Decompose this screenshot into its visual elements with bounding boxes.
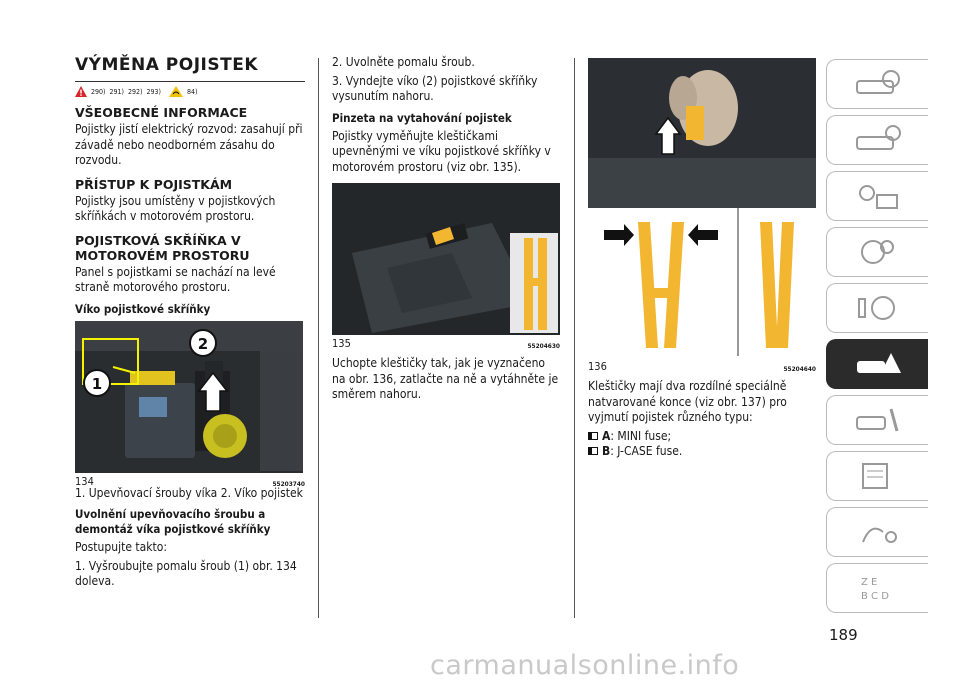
figure-code: 55204640: [783, 365, 816, 373]
warning-ref[interactable]: 84): [186, 87, 198, 96]
car-breakdown-icon: [853, 349, 903, 379]
tab-multimedia[interactable]: [826, 507, 928, 557]
figure-136-photo: [588, 58, 816, 208]
figure-135-caption: [332, 337, 560, 350]
paragraph-step-2: 2. Uvolněte pomalu šroub.: [332, 55, 475, 69]
figure-number: 136: [588, 360, 607, 373]
paragraph-proceed: Postupujte takto:: [75, 540, 167, 554]
callout-2: 2: [197, 334, 209, 353]
paragraph-grab: Uchopte kleštičky tak, jak je vyznačeno na obr. 136, zatlačte na ně a vytáhněte je směrem nahoru.: [332, 356, 559, 401]
svg-text:B C D: B C D: [860, 591, 889, 602]
column-divider: [574, 58, 575, 618]
tab-lights[interactable]: [826, 171, 928, 221]
car-tools-icon: [853, 405, 903, 435]
list-text: : MINI fuse;: [610, 428, 672, 443]
svg-text:Z E: Z E: [860, 577, 877, 588]
paragraph-access: Pojistky jsou umístěny v pojistkových skříňkách v motorovém prostoru.: [75, 193, 276, 223]
subheading-release: Uvolnění upevňovacího šroubu a demontáž víka pojistkové skříňky: [75, 507, 271, 536]
paragraph-ends: Kleštičky mají dva rozdílné speciálně natvarované konce (viz obr. 137) pro vyjmutí pojistek různého typu:: [588, 379, 787, 424]
figure-number: 135: [332, 337, 351, 350]
watermark: carmanualsonline.info: [430, 650, 740, 681]
fuse-cover-illustration: [332, 183, 560, 335]
figure-135-photo: [332, 183, 560, 335]
engine-bay-illustration: [75, 321, 303, 473]
column-divider: [318, 58, 319, 618]
book-icon: [588, 432, 598, 440]
chapter-tabs: [826, 59, 928, 619]
figure-134-photo: [75, 321, 303, 473]
tweezer-removal-illustration: [588, 58, 816, 208]
warning-row: [75, 86, 305, 97]
column-3: [588, 58, 816, 459]
figure-136-tweezers: [588, 208, 816, 358]
caution-triangle-icon: [169, 86, 183, 97]
steering-seat-icon: [853, 293, 903, 323]
paragraph-step-1: 1. Vyšroubujte pomalu šroub (1) obr. 134 doleva.: [75, 558, 297, 588]
tweezers-diagram: [588, 208, 816, 358]
warning-ref[interactable]: 290): [91, 87, 106, 96]
column-2: [332, 55, 560, 406]
figure-number: 134: [75, 474, 94, 488]
list-text: : J-CASE fuse.: [610, 443, 683, 458]
paragraph-fuse-box: Panel s pojistkami se nachází na levé straně motorového prostoru.: [75, 264, 276, 294]
car-dashboard-icon: [853, 69, 903, 99]
page-title: VÝMĚNA POJISTEK: [75, 55, 305, 82]
tab-driving[interactable]: [826, 283, 928, 333]
list-item: [588, 429, 816, 444]
column-1: [75, 55, 305, 593]
specs-list-icon: [853, 461, 903, 491]
section-heading-fuse-box: POJISTKOVÁ SKŘÍŇKA V MOTOROVÉM PROSTORU: [75, 232, 250, 263]
figure-136-caption: [588, 360, 816, 373]
paragraph-general: Pojistky jistí elektrický rozvod: zasahují při závadě nebo neodborném zásahu do rozvodu.: [75, 122, 303, 167]
warning-ref[interactable]: 292): [127, 87, 143, 96]
section-heading-general: VŠEOBECNÉ INFORMACE: [75, 105, 248, 120]
airbag-icon: [853, 237, 903, 267]
section-heading-access: PŘÍSTUP K POJISTKÁM: [75, 176, 233, 192]
warning-ref[interactable]: 293): [146, 87, 161, 96]
tab-specs[interactable]: [826, 451, 928, 501]
list-key: B: [602, 443, 611, 458]
figure-legend: 1. Upevňovací šrouby víka 2. Víko pojistek: [75, 485, 303, 500]
list-item: [588, 444, 816, 459]
subheading-cover: Víko pojistkové skříňky: [75, 301, 211, 316]
index-letters-icon: [853, 573, 903, 603]
multimedia-icon: [853, 517, 903, 547]
tab-maintenance[interactable]: [826, 395, 928, 445]
callout-1: 1: [91, 374, 103, 393]
subheading-tweezers: Pinzeta na vytahování pojistek: [332, 110, 512, 125]
figure-code: 55203740: [272, 479, 305, 488]
tab-safety[interactable]: [826, 227, 928, 277]
light-mail-icon: [853, 181, 903, 211]
figure-code: 55204630: [527, 342, 560, 350]
warning-triangle-icon: [75, 86, 87, 97]
warning-ref[interactable]: 291): [109, 87, 124, 96]
tab-emergency[interactable]: [826, 339, 928, 389]
page-number: 189: [829, 626, 858, 644]
tab-dashboard[interactable]: [826, 59, 928, 109]
book-icon: [588, 447, 598, 455]
tab-index[interactable]: [826, 563, 928, 613]
paragraph-tweezers: Pojistky vyměňujte kleštičkami upevněnými ve víku pojistkové skříňky v motorovém prostoru (viz obr. 135).: [332, 128, 551, 174]
list-key: A: [602, 428, 611, 443]
tab-car-info[interactable]: [826, 115, 928, 165]
car-info-icon: [853, 125, 903, 155]
paragraph-step-3: 3. Vyndejte víko (2) pojistkové skříňky vysunutím nahoru.: [332, 73, 538, 103]
